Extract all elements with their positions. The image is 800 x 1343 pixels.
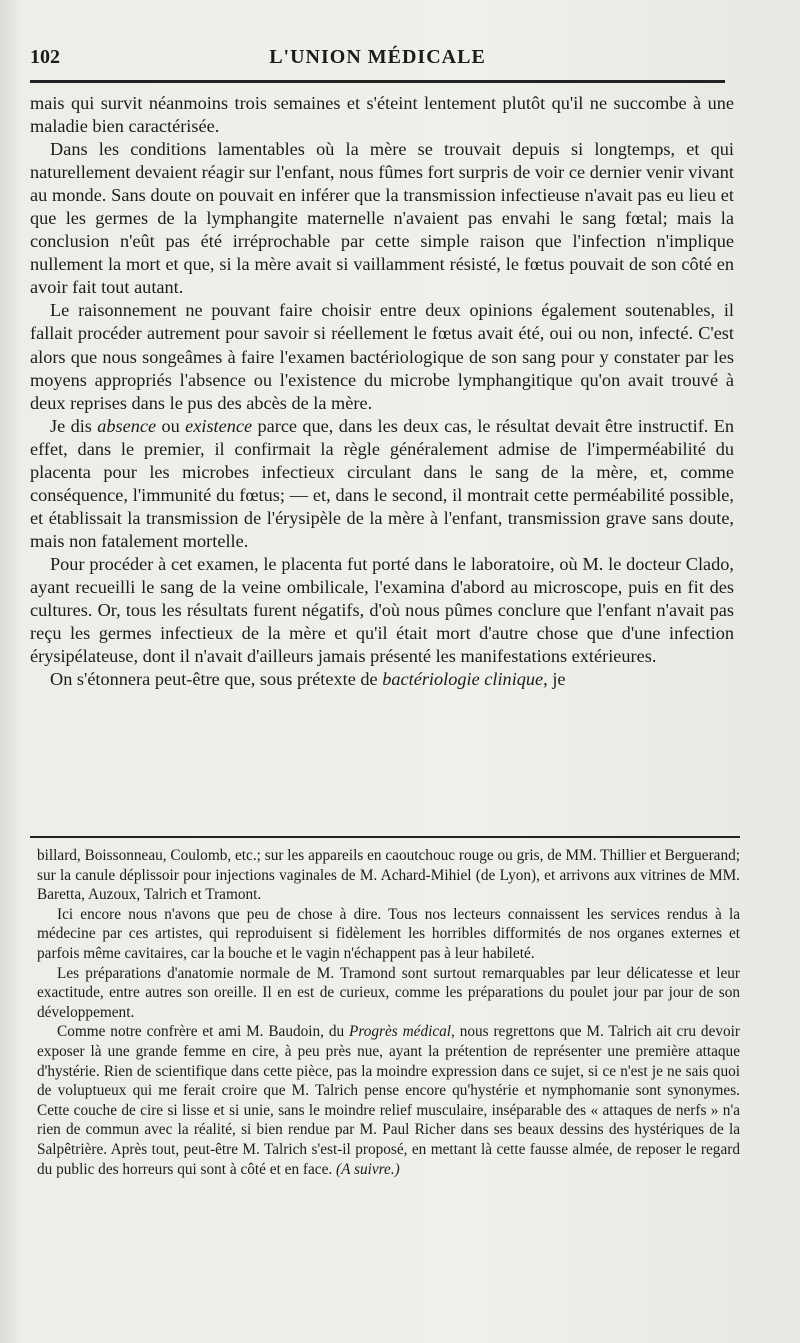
text-run: , nous regrettons que M. Talrich ait cru devoir exposer là une grande femme en cire, à peu près nue, ayant la prétention de représenter une première attaque d'hystérie. Rien de scientifique dans cette pièce, pas la moindre expression dans ce sujet, si ce n'est je ne sais quoi de voluptueux qui me ferait croire que M. Talrich pense encore qu'hystérie et nymphomanie sont synonymes. Cette couche de cire si lisse et si unie, sans le moindre relief musculaire, inséparable des « attaques de nerfs » n'a rien de commun avec la réalité, si bien rendue par M. Paul Richer dans ses beaux dessins des hystériques de la Salpêtrière. Après tout, peut-être M. Talrich s'est-il proposé, en mettant là cette fausse almée, de reposer le regard du public des horreurs qui sont à côté et en face. — [37, 1023, 740, 1178]
footnote-rule — [30, 836, 740, 838]
text-run: Pour procéder à cet examen, le placenta fut porté dans le laboratoire, où M. le docteur Clado, ayant recueilli le sang de la veine ombilicale, l'examina d'abord au microscope, puis en fit des cultures. Or, tous les résultats furent négatifs, d'où nous pûmes conclure que l'enfant n'avait pas reçu les germes infectieux de la mère et qu'il était mort d'autre chose que d'une infection érysipélateuse, dont il n'avait d'ailleurs jamais présenté les manifestations extérieures. — [30, 553, 734, 667]
italic-text: (A suivre.) — [336, 1160, 400, 1178]
text-run: ou — [156, 415, 186, 436]
page-number: 102 — [30, 46, 60, 68]
text-run: Ici encore nous n'avons que peu de chose à dire. Tous nos lecteurs connaissent les services rendus à la médecine par ces artistes, qui reproduisent si fidèlement les horribles difformités de nos organes externes et parfois même cavitaires, car la bouche et le vagin n'échappent pas à leur habileté. — [37, 905, 740, 962]
text-run: billard, Boissonneau, Coulomb, etc.; sur les appareils en caoutchouc rouge ou gris, de MM. Thillier et Berguerand; sur la canule déplissoir pour injections vaginales de M. Achard-Mihiel (de Lyon), et arrivons aux vitrines de MM. Baretta, Auzoux, Talrich et Tramont. — [37, 847, 740, 904]
running-title: L'UNION MÉDICALE — [269, 46, 486, 68]
text-run: parce que, dans les deux cas, le résultat devait être instructif. En effet, dans le premier, il confirmait la règle généralement admise de l'imperméabilité du placenta pour les microbes infectieux circulant dans le sang de la mère, et, comme conséquence, l'immunité du fœtus; — et, dans le second, il montrait cette perméabilité possible, et établissait la transmission de l'érysipèle de la mère à l'enfant, transmission grave sans doute, mais non fatalement mortelle. — [30, 415, 735, 551]
footnote-text — [37, 846, 740, 1179]
text-run: Le raisonnement ne pouvant faire choisir entre deux opinions également soutenables, il fallait procéder autrement pour savoir si réellement le fœtus avait été, oui ou non, infecté. C'est alors que nous songeâmes à faire l'examen bactériologique de son sang pour y constater par les moyens appropriés l'absence ou l'existence du microbe lymphangitique qu'on avait trouvé à deux reprises dans le pus des abcès de la mère. — [30, 300, 734, 413]
paragraph — [30, 415, 734, 553]
paragraph — [30, 553, 734, 668]
page-header — [30, 46, 725, 74]
footnote-paragraph — [37, 964, 740, 1023]
text-run: Je dis — [50, 415, 98, 436]
italic-text: absence — [97, 415, 157, 436]
footnote-paragraph — [37, 1022, 740, 1179]
text-run: Comme notre confrère et ami M. Baudoin, du — [57, 1023, 350, 1041]
footnote-paragraph — [37, 905, 740, 964]
main-text — [30, 92, 734, 691]
header-rule — [30, 80, 725, 83]
text-run: mais qui survit néanmoins trois semaines et s'éteint lentement plutôt qu'il ne succombe à une maladie bien caractérisée. — [30, 93, 734, 137]
italic-text: existence — [185, 415, 253, 436]
text-run: Dans les conditions lamentables où la mère se trouvait depuis si longtemps, et qui naturellement devaient réagir sur l'enfant, nous fûmes fort surpris de voir ce dernier venir vivant au monde. Sans doute on pouvait en inférer que la transmission infectieuse n'avait pas eu lieu et que les germes de la lymphangite maternelle n'avaient pas envahi le sang fœtal; mais la conclusion n'eût pas été irréprochable par cette simple raison que l'infection n'implique nullement la mort et que, si la mère avait si vaillamment résisté, le fœtus pouvait de son côté en avoir fait tout autant. — [30, 139, 734, 298]
paragraph — [30, 299, 734, 414]
italic-text: Progrès médical — [349, 1023, 452, 1041]
paragraph — [30, 668, 734, 691]
text-run: Les préparations d'anatomie normale de M. Tramond sont surtout remarquables par leur délicatesse et leur exactitude, entre autres son oreille. Il en est de curieux, comme les préparations du poulet jour par jour de son développement. — [37, 964, 740, 1021]
text-run: On s'étonnera peut-être que, sous prétexte de — [50, 669, 383, 690]
paragraph — [30, 92, 734, 138]
italic-text: bactériologie clinique — [382, 669, 544, 690]
text-run: , je — [543, 669, 566, 690]
footnote-paragraph — [37, 846, 740, 905]
paragraph — [30, 138, 734, 299]
